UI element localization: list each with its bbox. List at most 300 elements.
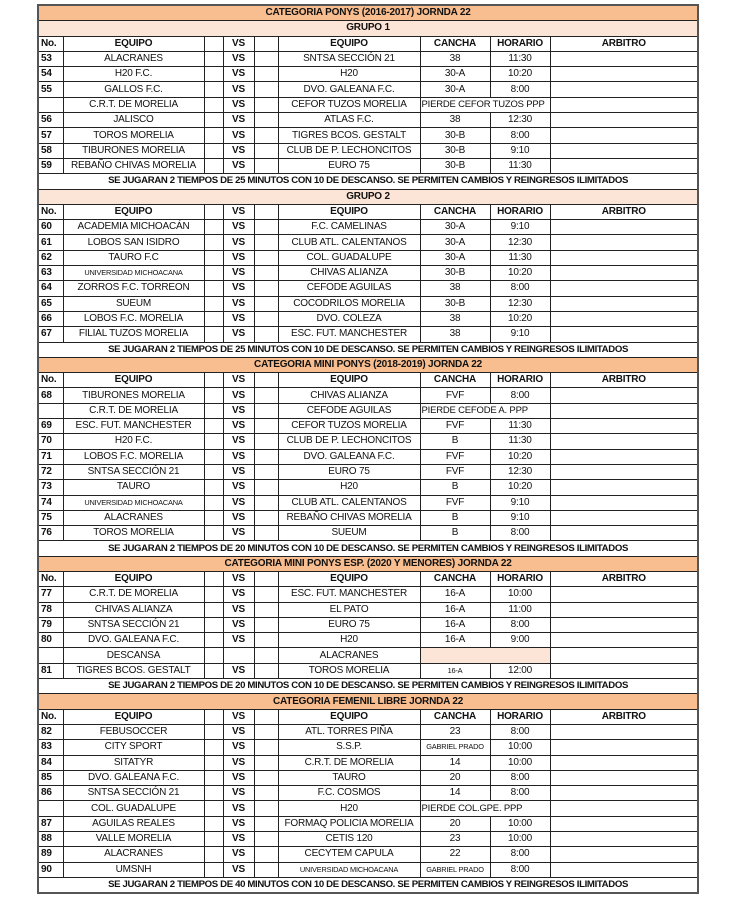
time-cell: 9:10: [490, 143, 550, 158]
vs-label: VS: [223, 434, 254, 449]
field-cell: B: [420, 434, 490, 449]
header-referee: ARBITRO: [550, 36, 698, 51]
header-time: HORARIO: [490, 373, 550, 388]
match-number: 53: [38, 51, 63, 66]
referee-cell: [550, 480, 698, 495]
match-row: [38, 158, 698, 173]
away-team: ATL. TORRES PIÑA: [278, 724, 420, 739]
vs-label: VS: [223, 847, 254, 862]
spacer-cell: [254, 770, 278, 785]
spacer-cell: [204, 434, 223, 449]
header-field: CANCHA: [420, 204, 490, 219]
match-row: [38, 862, 698, 877]
time-cell: 8:00: [490, 862, 550, 877]
time-cell: 8:00: [490, 281, 550, 296]
referee-cell: [550, 449, 698, 464]
vs-label: VS: [223, 770, 254, 785]
home-team: C.R.T. DE MORELIA: [63, 97, 204, 112]
time-cell: 9:10: [490, 510, 550, 525]
header-vs: VS: [223, 571, 254, 586]
spacer-cell: [254, 495, 278, 510]
field-cell: 30-A: [420, 82, 490, 97]
away-team: COL. GUADALUPE: [278, 250, 420, 265]
match-row: [38, 740, 698, 755]
match-number: 61: [38, 235, 63, 250]
spacer-cell: [254, 97, 278, 112]
vs-label: VS: [223, 862, 254, 877]
vs-label: VS: [223, 602, 254, 617]
spacer-cell: [254, 663, 278, 678]
vs-label: VS: [223, 403, 254, 418]
home-team: TOROS MORELIA: [63, 526, 204, 541]
spacer-cell: [204, 510, 223, 525]
spacer-cell: [254, 281, 278, 296]
match-row: [38, 97, 698, 112]
home-team: DVO. GALEANA F.C.: [63, 633, 204, 648]
match-number: 77: [38, 587, 63, 602]
away-team: DVO. GALEANA F.C.: [278, 449, 420, 464]
header-team1: EQUIPO: [63, 36, 204, 51]
time-cell: 8:00: [490, 526, 550, 541]
home-team: LOBOS F.C. MORELIA: [63, 311, 204, 326]
header-spacer: [254, 36, 278, 51]
referee-cell: [550, 434, 698, 449]
match-row: [38, 801, 698, 816]
referee-cell: [550, 617, 698, 632]
field-cell: FVF: [420, 419, 490, 434]
spacer-cell: [204, 143, 223, 158]
home-team: LOBOS F.C. MORELIA: [63, 449, 204, 464]
match-number: 86: [38, 786, 63, 801]
time-cell: 12:00: [490, 663, 550, 678]
home-team: TIBURONES MORELIA: [63, 388, 204, 403]
vs-label: VS: [223, 801, 254, 816]
time-cell: 10:20: [490, 266, 550, 281]
spacer-cell: [254, 847, 278, 862]
referee-cell: [550, 51, 698, 66]
away-team: FORMAQ POLICIA MORELIA: [278, 816, 420, 831]
header-vs: VS: [223, 36, 254, 51]
match-number: 66: [38, 311, 63, 326]
home-team: H20 F.C.: [63, 434, 204, 449]
referee-cell: [550, 602, 698, 617]
field-cell: 30-A: [420, 67, 490, 82]
away-team: TIGRES BCOS. GESTALT: [278, 128, 420, 143]
spacer-cell: [204, 464, 223, 479]
spacer-cell: [204, 82, 223, 97]
time-cell: 8:00: [490, 724, 550, 739]
match-row: [38, 266, 698, 281]
spacer-cell: [204, 281, 223, 296]
match-number: 89: [38, 847, 63, 862]
column-header-row: [38, 204, 698, 219]
away-team: C.R.T. DE MORELIA: [278, 755, 420, 770]
match-number: 87: [38, 816, 63, 831]
header-no: No.: [38, 373, 63, 388]
spacer-cell: [254, 617, 278, 632]
referee-cell: [550, 510, 698, 525]
spacer-cell: [204, 633, 223, 648]
referee-cell: [550, 740, 698, 755]
group-title-row: [38, 21, 698, 36]
match-number: [38, 648, 63, 663]
column-header-row: [38, 571, 698, 586]
spacer-cell: [204, 449, 223, 464]
match-number: 71: [38, 449, 63, 464]
rules-note-row: [38, 541, 698, 556]
match-number: 84: [38, 755, 63, 770]
match-number: 83: [38, 740, 63, 755]
referee-cell: [550, 862, 698, 877]
field-cell: 16-A: [420, 587, 490, 602]
away-team: F.C. COSMOS: [278, 786, 420, 801]
match-number: 79: [38, 617, 63, 632]
away-team: SUEUM: [278, 526, 420, 541]
header-spacer: [254, 204, 278, 219]
match-number: [38, 801, 63, 816]
match-row: [38, 403, 698, 418]
header-time: HORARIO: [490, 709, 550, 724]
match-row: [38, 663, 698, 678]
spacer-cell: [254, 434, 278, 449]
field-cell: 14: [420, 755, 490, 770]
vs-label: VS: [223, 113, 254, 128]
match-number: 68: [38, 388, 63, 403]
spacer-cell: [254, 786, 278, 801]
match-number: 80: [38, 633, 63, 648]
home-team: SNTSA SECCIÓN 21: [63, 464, 204, 479]
referee-cell: [550, 266, 698, 281]
spacer-cell: [254, 128, 278, 143]
home-team: UNIVERSIDAD MICHOACANA: [63, 495, 204, 510]
vs-label: VS: [223, 250, 254, 265]
schedule-table: [37, 4, 699, 894]
header-referee: ARBITRO: [550, 571, 698, 586]
spacer-cell: [254, 67, 278, 82]
vs-label: VS: [223, 816, 254, 831]
match-row: [38, 602, 698, 617]
match-number: 81: [38, 663, 63, 678]
home-team: FILIAL TUZOS MORELIA: [63, 327, 204, 342]
spacer-cell: [254, 158, 278, 173]
referee-cell: [550, 648, 698, 663]
referee-cell: [550, 724, 698, 739]
field-cell: B: [420, 510, 490, 525]
time-cell: 9:00: [490, 633, 550, 648]
field-cell: 30-A: [420, 220, 490, 235]
referee-cell: [550, 296, 698, 311]
referee-cell: [550, 143, 698, 158]
match-row: [38, 143, 698, 158]
header-spacer: [254, 373, 278, 388]
time-cell: 8:00: [490, 82, 550, 97]
time-cell: 8:00: [490, 847, 550, 862]
home-team: UMSNH: [63, 862, 204, 877]
header-team2: EQUIPO: [278, 373, 420, 388]
referee-cell: [550, 128, 698, 143]
header-time: HORARIO: [490, 571, 550, 586]
referee-cell: [550, 97, 698, 112]
header-field: CANCHA: [420, 709, 490, 724]
vs-label: VS: [223, 587, 254, 602]
away-team: CEFODE AGUILAS: [278, 403, 420, 418]
time-cell: 8:00: [490, 786, 550, 801]
group-title: GRUPO 2: [38, 189, 698, 204]
field-cell: 38: [420, 281, 490, 296]
referee-cell: [550, 526, 698, 541]
home-team: SUEUM: [63, 296, 204, 311]
match-number: 78: [38, 602, 63, 617]
home-team: TIBURONES MORELIA: [63, 143, 204, 158]
rules-note-row: [38, 342, 698, 357]
match-number: 90: [38, 862, 63, 877]
home-team: FEBUSOCCER: [63, 724, 204, 739]
spacer-cell: [204, 786, 223, 801]
referee-cell: [550, 495, 698, 510]
spacer-cell: [254, 633, 278, 648]
spacer-cell: [204, 755, 223, 770]
field-cell: 16-A: [420, 633, 490, 648]
time-cell: 8:00: [490, 770, 550, 785]
time-cell: 8:00: [490, 388, 550, 403]
spacer-cell: [254, 296, 278, 311]
match-row: [38, 113, 698, 128]
match-row: [38, 434, 698, 449]
away-team: ALACRANES: [278, 648, 420, 663]
vs-label: VS: [223, 327, 254, 342]
vs-label: VS: [223, 724, 254, 739]
spacer-cell: [254, 113, 278, 128]
spacer-cell: [204, 587, 223, 602]
group-title: GRUPO 1: [38, 21, 698, 36]
field-cell: B: [420, 480, 490, 495]
vs-label: VS: [223, 266, 254, 281]
time-cell: 12:30: [490, 464, 550, 479]
referee-cell: [550, 403, 698, 418]
match-row: [38, 617, 698, 632]
referee-cell: [550, 388, 698, 403]
referee-cell: [550, 770, 698, 785]
referee-cell: [550, 847, 698, 862]
match-row: [38, 281, 698, 296]
referee-cell: [550, 663, 698, 678]
match-number: [38, 97, 63, 112]
spacer-cell: [254, 82, 278, 97]
field-cell: 30-A: [420, 235, 490, 250]
field-cell: FVF: [420, 464, 490, 479]
away-team: COCODRILOS MORELIA: [278, 296, 420, 311]
away-team: CHIVAS ALIANZA: [278, 388, 420, 403]
header-no: No.: [38, 571, 63, 586]
match-row: [38, 388, 698, 403]
home-team: ZORROS F.C. TORREON: [63, 281, 204, 296]
header-field: CANCHA: [420, 571, 490, 586]
away-team: UNIVERSIDAD MICHOACANA: [278, 862, 420, 877]
time-cell: 10:20: [490, 311, 550, 326]
match-row: [38, 633, 698, 648]
header-team2: EQUIPO: [278, 204, 420, 219]
vs-label: VS: [223, 220, 254, 235]
match-number: 58: [38, 143, 63, 158]
spacer-cell: [254, 526, 278, 541]
vs-label: VS: [223, 832, 254, 847]
spacer-cell: [254, 801, 278, 816]
category-title: CATEGORIA FEMENIL LIBRE JORNDA 22: [38, 694, 698, 709]
field-cell: 30-B: [420, 128, 490, 143]
spacer-cell: [204, 816, 223, 831]
spacer-cell: [204, 311, 223, 326]
match-number: 88: [38, 832, 63, 847]
match-row: [38, 327, 698, 342]
rules-note: SE JUGARAN 2 TIEMPOS DE 20 MINUTOS CON 10 DE DESCANSO. SE PERMITEN CAMBIOS Y REINGRESOS ILIMITADOS: [38, 541, 698, 556]
match-number: 69: [38, 419, 63, 434]
referee-cell: [550, 281, 698, 296]
spacer-cell: [204, 235, 223, 250]
match-row: [38, 250, 698, 265]
time-cell: 11:30: [490, 419, 550, 434]
match-row: [38, 832, 698, 847]
away-team: CLUB DE P. LECHONCITOS: [278, 143, 420, 158]
field-cell: 30-B: [420, 266, 490, 281]
spacer-cell: [204, 770, 223, 785]
header-time: HORARIO: [490, 204, 550, 219]
vs-label: VS: [223, 464, 254, 479]
away-team: F.C. CAMELINAS: [278, 220, 420, 235]
header-spacer: [204, 709, 223, 724]
match-number: 60: [38, 220, 63, 235]
category-title-row: [38, 694, 698, 709]
header-no: No.: [38, 204, 63, 219]
match-number: 75: [38, 510, 63, 525]
vs-label: VS: [223, 526, 254, 541]
away-team: CLUB DE P. LECHONCITOS: [278, 434, 420, 449]
spacer-cell: [254, 648, 278, 663]
match-row: [38, 755, 698, 770]
spacer-cell: [204, 801, 223, 816]
time-cell: 9:10: [490, 220, 550, 235]
away-team: CHIVAS ALIANZA: [278, 266, 420, 281]
spacer-cell: [254, 587, 278, 602]
home-team: ACADEMIA MICHOACÁN: [63, 220, 204, 235]
referee-cell: [550, 113, 698, 128]
away-team: CEFOR TUZOS MORELIA: [278, 97, 420, 112]
spacer-cell: [254, 602, 278, 617]
match-number: 62: [38, 250, 63, 265]
home-team: H20 F.C.: [63, 67, 204, 82]
spacer-cell: [254, 740, 278, 755]
referee-cell: [550, 801, 698, 816]
header-referee: ARBITRO: [550, 204, 698, 219]
vs-label: VS: [223, 480, 254, 495]
match-row: [38, 419, 698, 434]
field-cell: FVF: [420, 495, 490, 510]
time-cell: 9:10: [490, 495, 550, 510]
referee-cell: [550, 419, 698, 434]
vs-label: VS: [223, 740, 254, 755]
match-number: 54: [38, 67, 63, 82]
home-team: ALACRANES: [63, 51, 204, 66]
header-team2: EQUIPO: [278, 36, 420, 51]
spacer-cell: [254, 419, 278, 434]
vs-label: VS: [223, 97, 254, 112]
spacer-cell: [254, 449, 278, 464]
match-row: [38, 786, 698, 801]
home-team: LOBOS SAN ISIDRO: [63, 235, 204, 250]
field-cell: 30-B: [420, 296, 490, 311]
referee-cell: [550, 755, 698, 770]
vs-label: VS: [223, 67, 254, 82]
vs-label: VS: [223, 388, 254, 403]
spacer-cell: [254, 816, 278, 831]
away-team: CEFODE AGUILAS: [278, 281, 420, 296]
vs-label: VS: [223, 51, 254, 66]
spacer-cell: [204, 862, 223, 877]
spacer-cell: [254, 311, 278, 326]
spacer-cell: [204, 740, 223, 755]
spacer-cell: [204, 602, 223, 617]
match-row: [38, 480, 698, 495]
match-row: [38, 82, 698, 97]
away-team: ESC. FUT. MANCHESTER: [278, 327, 420, 342]
field-cell: 16-A: [420, 617, 490, 632]
match-row: [38, 495, 698, 510]
time-cell: 11:30: [490, 250, 550, 265]
vs-label: VS: [223, 633, 254, 648]
header-vs: VS: [223, 709, 254, 724]
away-team: TAURO: [278, 770, 420, 785]
forfeit-result: PIERDE CEFOR TUZOS PPP: [420, 97, 550, 112]
match-row: [38, 311, 698, 326]
vs-label: VS: [223, 755, 254, 770]
match-row: [38, 51, 698, 66]
match-number: 72: [38, 464, 63, 479]
time-cell: 11:00: [490, 602, 550, 617]
home-team: DESCANSA: [63, 648, 204, 663]
home-team: C.R.T. DE MORELIA: [63, 403, 204, 418]
away-team: H20: [278, 633, 420, 648]
match-number: [38, 403, 63, 418]
header-referee: ARBITRO: [550, 709, 698, 724]
home-team: SNTSA SECCIÓN 21: [63, 617, 204, 632]
away-team: REBAÑO CHIVAS MORELIA: [278, 510, 420, 525]
away-team: EURO 75: [278, 158, 420, 173]
spacer-cell: [254, 862, 278, 877]
column-header-row: [38, 709, 698, 724]
match-number: 73: [38, 480, 63, 495]
vs-label: VS: [223, 128, 254, 143]
rules-note-row: [38, 174, 698, 189]
referee-cell: [550, 311, 698, 326]
away-team: CETIS 120: [278, 832, 420, 847]
category-title-row: [38, 5, 698, 21]
rules-note: SE JUGARAN 2 TIEMPOS DE 40 MINUTOS CON 10 DE DESCANSO. SE PERMITEN CAMBIOS Y REINGRESOS ILIMITADOS: [38, 877, 698, 893]
spacer-cell: [204, 327, 223, 342]
time-cell: 12:30: [490, 235, 550, 250]
spacer-cell: [254, 832, 278, 847]
vs-label: VS: [223, 311, 254, 326]
match-row: [38, 128, 698, 143]
time-cell: 8:00: [490, 128, 550, 143]
time-cell: 10:00: [490, 832, 550, 847]
away-team: DVO. GALEANA F.C.: [278, 82, 420, 97]
field-cell: 23: [420, 724, 490, 739]
match-row: [38, 510, 698, 525]
away-team: CECYTEM CAPULA: [278, 847, 420, 862]
spacer-cell: [254, 510, 278, 525]
referee-cell: [550, 786, 698, 801]
referee-cell: [550, 464, 698, 479]
spacer-cell: [254, 220, 278, 235]
